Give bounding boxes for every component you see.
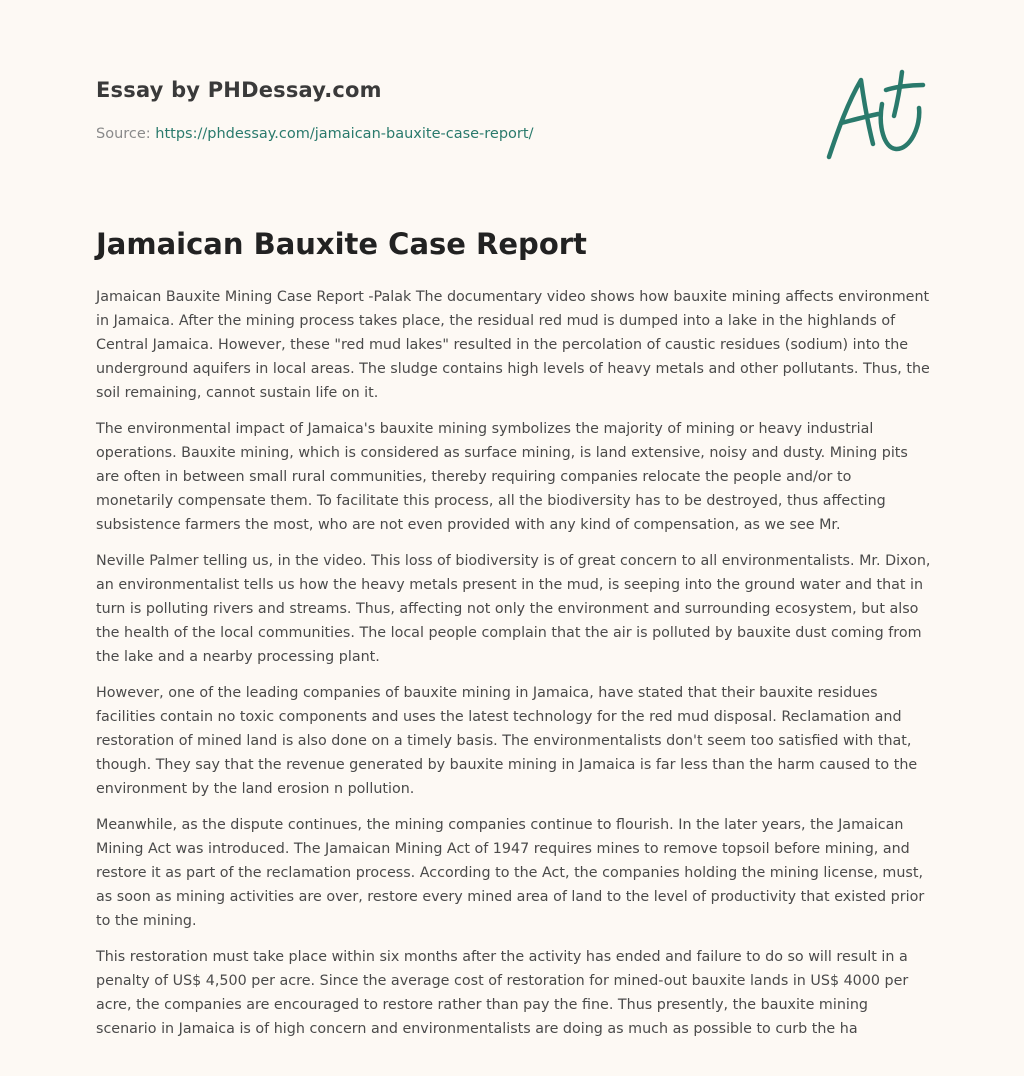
essay-title: Jamaican Bauxite Case Report	[96, 227, 587, 261]
source-link[interactable]: https://phdessay.com/jamaican-bauxite-case-report/	[155, 126, 534, 142]
paragraph: Neville Palmer telling us, in the video. This loss of biodiversity is of great concern to all environmentalists. Mr. Dixon, an environmentalist tells us how the heavy metals present in the mud, is seeping into the ground water and that in turn is polluting rivers and streams. Thus, affecting not only the environment and surrounding ecosystem, but also the health of the local communities. The local people complain that the air is polluted by bauxite dust coming from the lake and a nearby processing plant.	[96, 553, 931, 665]
paragraph: Jamaican Bauxite Mining Case Report -Palak The documentary video shows how bauxite mining affects environment in Jamaica. After the mining process takes place, the residual red mud is dumped into a lake in the highlands of Central Jamaica. However, these "red mud lakes" resulted in the percolation of caustic residues (sodium) into the underground aquifers in local areas. The sludge contains high levels of heavy metals and other pollutants. Thus, the soil remaining, cannot sustain life on it.	[96, 289, 930, 401]
source-label: Source:	[96, 126, 156, 142]
page-header	[96, 76, 796, 144]
paragraph: This restoration must take place within six months after the activity has ended and failure to do so will result in a penalty of US$ 4,500 per acre. Since the average cost of restoration for mined-out bauxite lands in US$ 4000 per acre, the companies are encouraged to restore rather than pay the fine. Thus presently, the bauxite mining scenario in Jamaica is of high concern and environmentalists are doing as much as possible to curb the ha	[96, 949, 909, 1037]
essay-body	[96, 285, 932, 1053]
site-title: Essay by PHDessay.com	[96, 78, 382, 102]
a-plus-logo-icon	[820, 66, 930, 166]
paragraph: However, one of the leading companies of bauxite mining in Jamaica, have stated that their bauxite residues facilities contain no toxic components and uses the latest technology for the red mud disposal. Reclamation and restoration of mined land is also done on a timely basis. The environmentalists don't seem too satisfied with that, though. They say that the revenue generated by bauxite mining in Jamaica is far less than the harm caused to the environment by the land erosion n pollution.	[96, 685, 918, 797]
source-line	[96, 124, 796, 144]
paragraph: Meanwhile, as the dispute continues, the mining companies continue to flourish. In the later years, the Jamaican Mining Act was introduced. The Jamaican Mining Act of 1947 requires mines to remove topsoil before mining, and restore it as part of the reclamation process. According to the Act, the companies holding the mining license, must, as soon as mining activities are over, restore every mined area of land to the level of productivity that existed prior to the mining.	[96, 817, 925, 929]
paragraph: The environmental impact of Jamaica's bauxite mining symbolizes the majority of mining or heavy industrial operations. Bauxite mining, which is considered as surface mining, is land extensive, noisy and dusty. Mining pits are often in between small rural communities, thereby requiring companies relocate the people and/or to monetarily compensate them. To facilitate this process, all the biodiversity has to be destroyed, thus affecting subsistence farmers the most, who are not even provided with any kind of compensation, as we see Mr.	[96, 421, 908, 533]
